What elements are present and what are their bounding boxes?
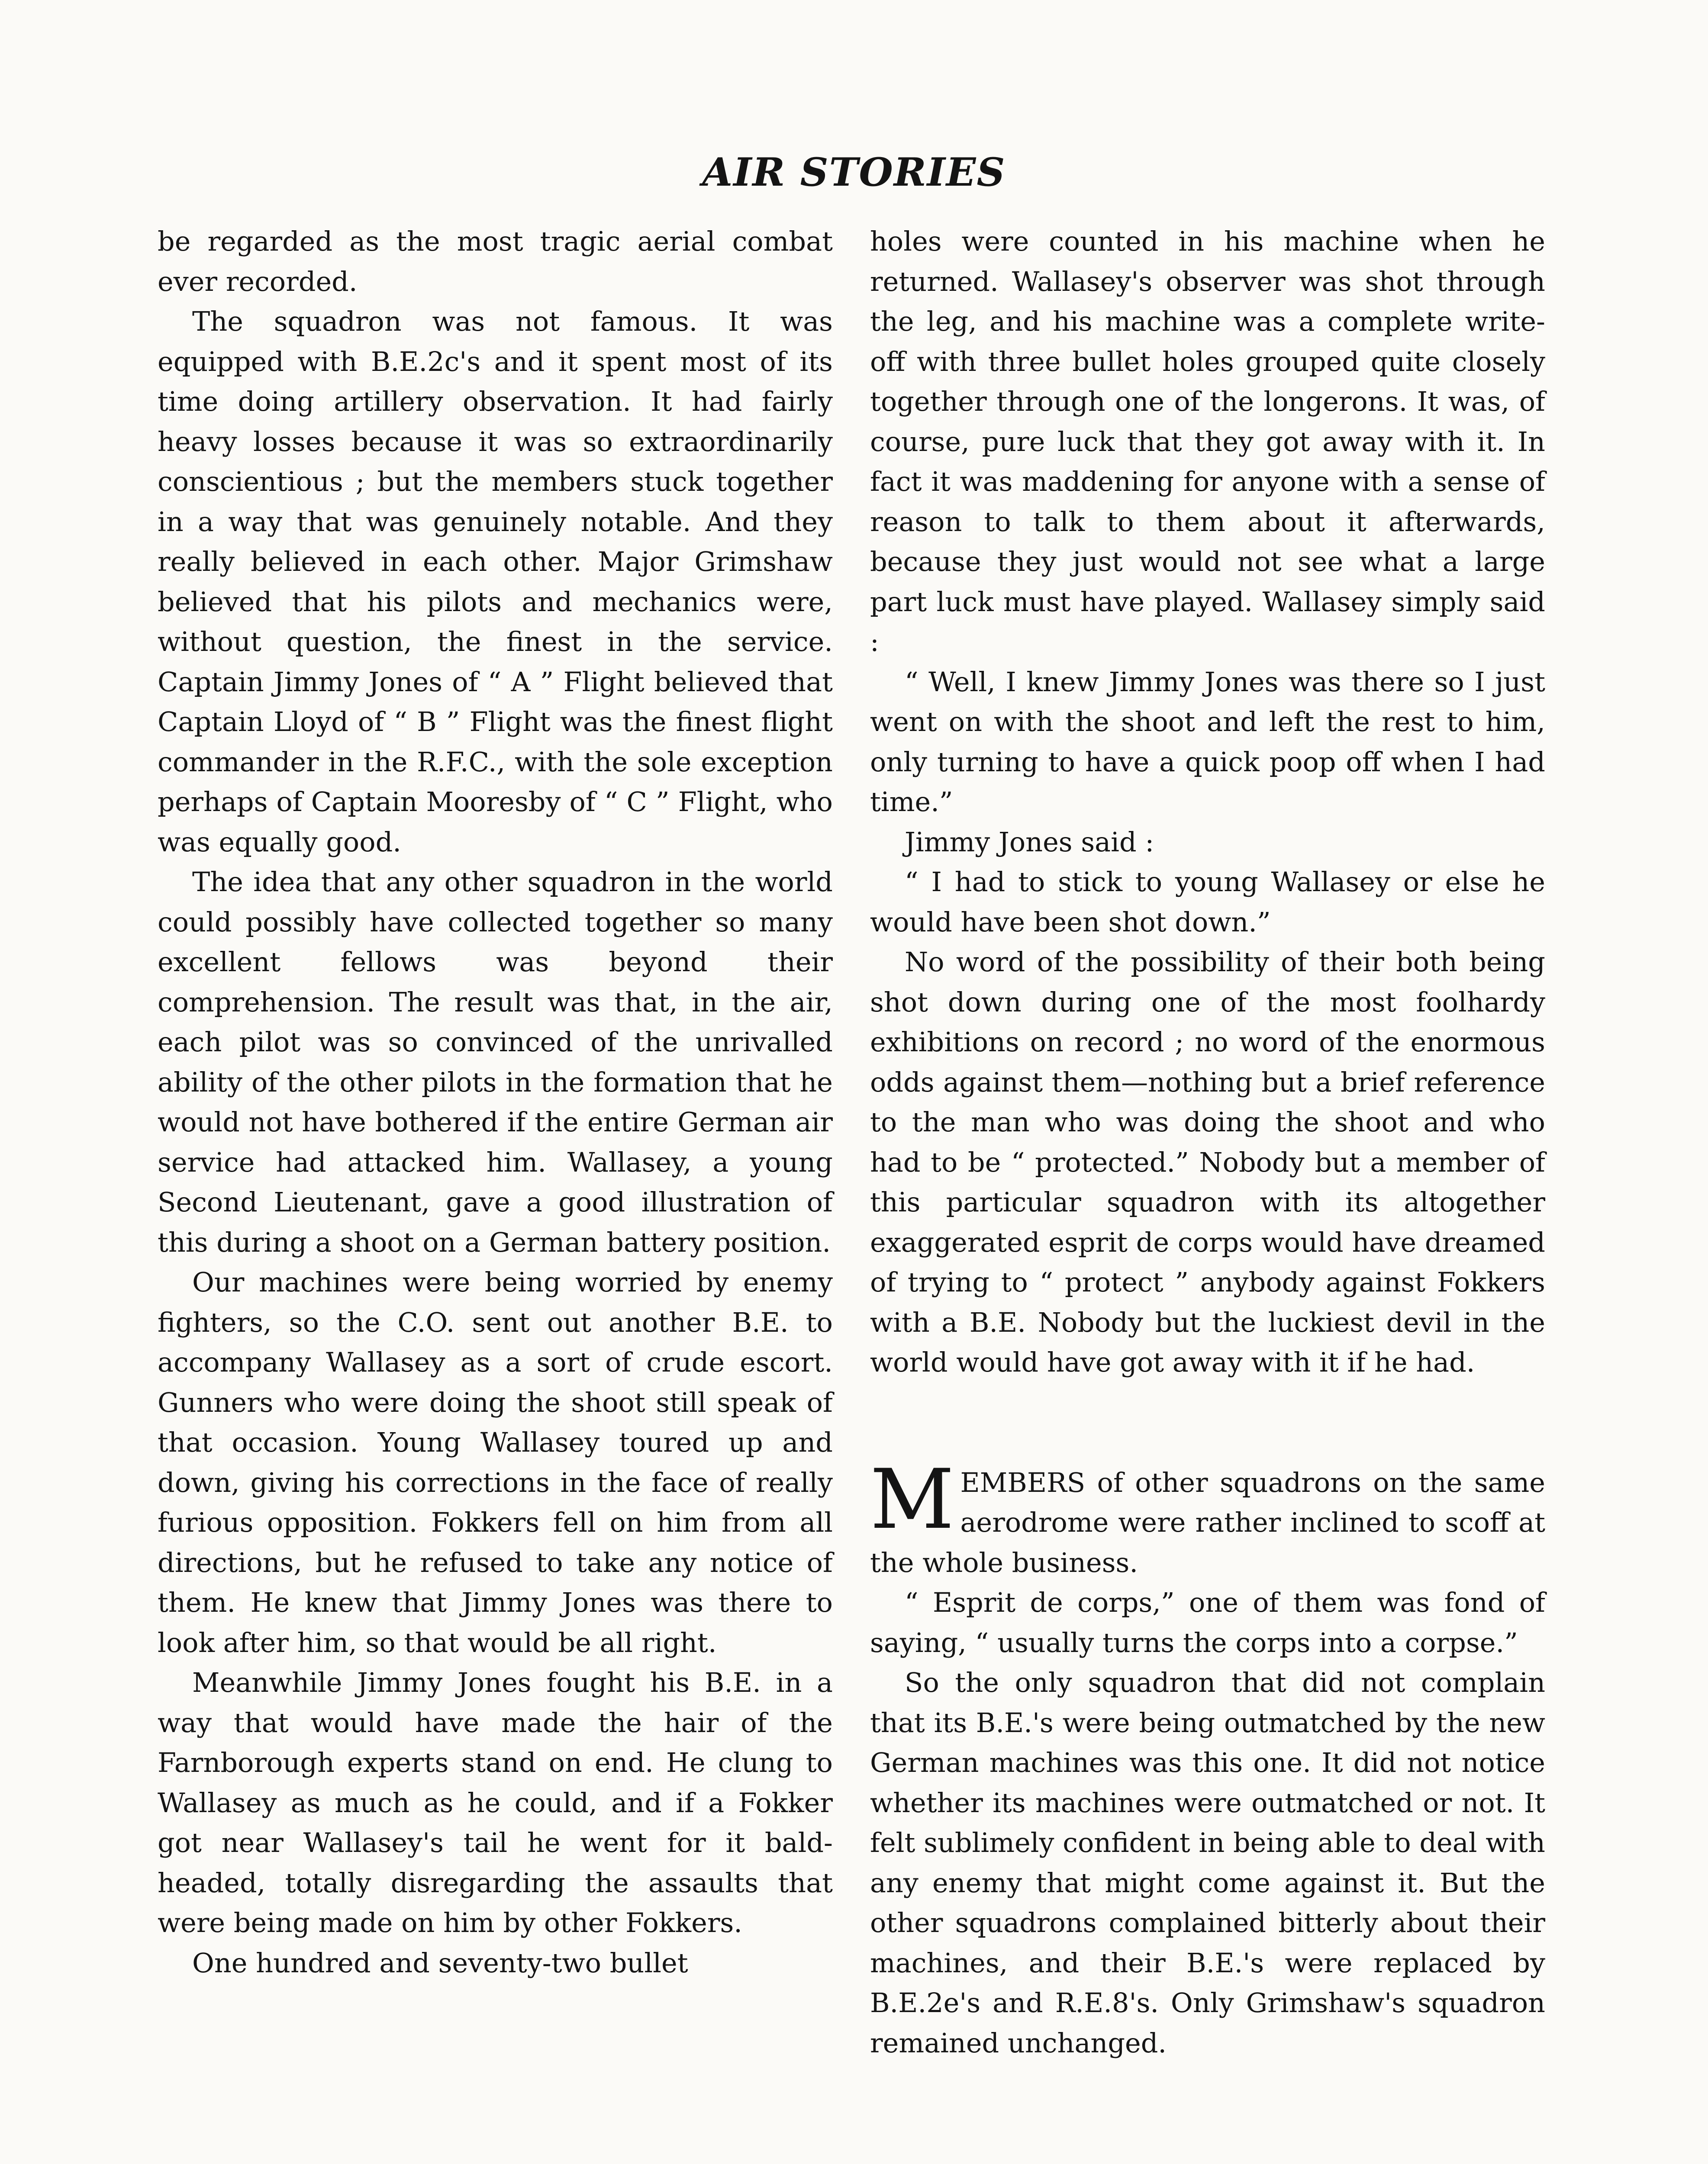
paragraph: holes were counted in his machine when he returned. Wallasey's observer was shot through the leg, and his machine was a complete write-off with three bullet holes grouped quite closely together through one of the longerons. It was, of course, pure luck that they got away with it. In fact it was maddening for anyone with a sense of reason to talk to them about it afterwards, because they just would not see what a large part luck must have played. Wallasey simply said : (870, 225, 1545, 657)
right-text-column (870, 222, 1545, 2063)
left-text-column (158, 222, 833, 1983)
section-opening-paragraph (870, 1451, 1545, 1583)
paragraph: Jimmy Jones said : (905, 826, 1154, 858)
paragraph: Meanwhile Jimmy Jones fought his B.E. in a way that would have made the hair of the Farnborough experts stand on end. He clung to Wallasey as much as he could, and if a Fokker got near Wallasey's tail he went for it bald-headed, totally disregarding the assaults that were being made on him by other Fokkers. (158, 1667, 833, 1939)
paragraph: No word of the possibility of their both being shot down during one of the most foolhardy exhibitions on record ; no word of the enormous odds against them—nothing but a brief reference to the man who was doing the shoot and who had to be “ protected.” Nobody but a member of this particular squadron with its altogether exaggerated esprit de corps would have dreamed of trying to “ protect ” anybody against Fokkers with a B.E. Nobody but the luckiest devil in the world would have got away with it if he had. (870, 946, 1545, 1378)
paragraph: “ I had to stick to young Wallasey or else he would have been shot down.” (870, 866, 1545, 938)
paragraph: One hundred and seventy-two bullet (192, 1947, 688, 1979)
paragraph: be regarded as the most tragic aerial combat ever recorded. (158, 225, 833, 297)
paragraph: Our machines were being worried by enemy fighters, so the C.O. sent out another B.E. to accompany Wallasey as a sort of crude escort. Gunners who were doing the shoot still speak of that occasion. Young Wallasey toured up and down, giving his corrections in the face of really furious opposition. Fokkers fell on him from all directions, but he refused to take any notice of them. He knew that Jimmy Jones was there to look after him, so that would be all right. (158, 1266, 833, 1658)
running-header: AIR STORIES (702, 149, 1006, 195)
paragraph: The idea that any other squadron in the world could possibly have collected together so many excellent fellows was beyond their comprehension. The result was that, in the air, each pilot was so convinced of the unrivalled ability of the other pilots in the formation that he would not have bothered if the entire German air service had attacked him. Wallasey, a young Second Lieutenant, gave a good illustration of this during a shoot on a German battery position. (158, 866, 833, 1258)
paragraph: “ Well, I knew Jimmy Jones was there so I just went on with the shoot and left the rest to him, only turning to have a quick poop off when I had time.” (870, 666, 1545, 818)
section-break (870, 1383, 1545, 1463)
paragraph-text: EMBERS of other squadrons on the same aerodrome were rather inclined to scoff at the whole business. (870, 1466, 1545, 1578)
paragraph: “ Esprit de corps,” one of them was fond of saying, “ usually turns the corps into a corpse.” (870, 1587, 1545, 1658)
paragraph: The squadron was not famous. It was equipped with B.E.2c's and it spent most of its time doing artillery observation. It had fairly heavy losses because it was so extraordinarily conscientious ; but the members stuck together in a way that was genuinely notable. And they really believed in each other. Major Grimshaw believed that his pilots and mechanics were, without question, the finest in the service. Captain Jimmy Jones of “ A ” Flight believed that Captain Lloyd of “ B ” Flight was the finest flight commander in the R.F.C., with the sole exception perhaps of Captain Mooresby of “ C ” Flight, who was equally good. (158, 306, 833, 858)
paragraph: So the only squadron that did not complain that its B.E.'s were being outmatched by the new German machines was this one. It did not notice whether its machines were outmatched or not. It felt sublimely confident in being able to deal with any enemy that might come against it. But the other squadrons complained bitterly about their machines, and their B.E.'s were replaced by B.E.2e's and R.E.8's. Only Grimshaw's squadron remained unchanged. (870, 1667, 1545, 2059)
drop-cap: M (870, 1451, 954, 1547)
